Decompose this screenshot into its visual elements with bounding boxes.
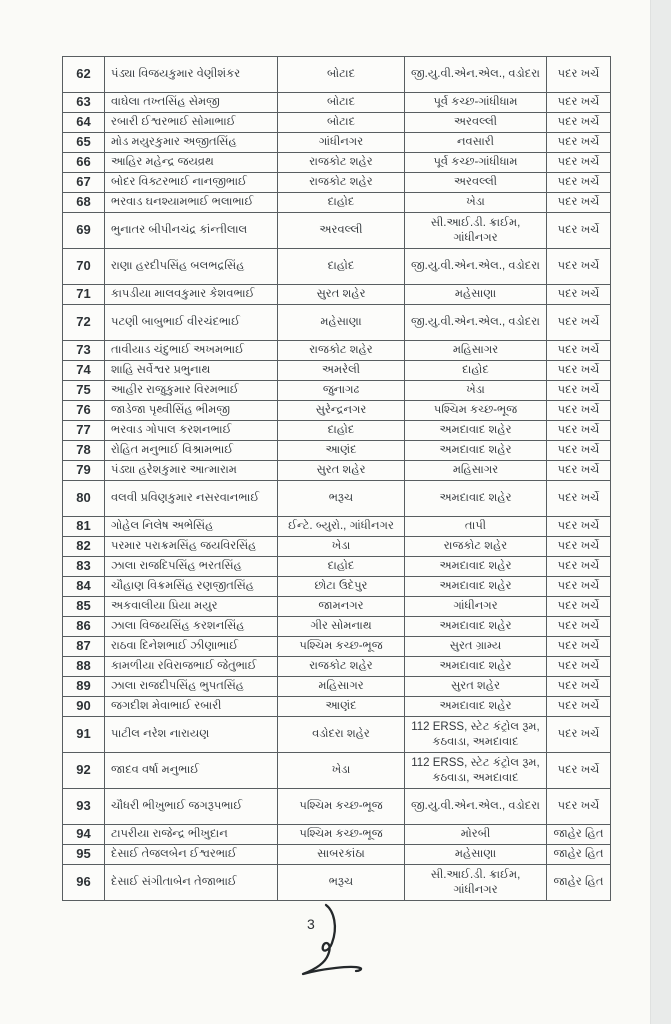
serial-number-cell: 77 xyxy=(63,421,105,441)
remark-cell: પદર ખર્ચે xyxy=(547,173,611,193)
table-row xyxy=(63,361,611,381)
to-posting-cell: તાપી xyxy=(405,517,547,537)
from-posting-cell: રાજકોટ શહેર xyxy=(278,173,405,193)
to-posting-cell: સુરત ગ્રામ્ય xyxy=(405,637,547,657)
table-row xyxy=(63,173,611,193)
remark-cell: જાહેર હિત xyxy=(547,825,611,845)
officer-name-cell: વલવી પ્રવિણકુમાર નસરવાનભાઈ xyxy=(105,481,278,517)
from-posting-cell: સુરત શહેર xyxy=(278,461,405,481)
serial-number-cell: 69 xyxy=(63,213,105,249)
remark-cell: પદર ખર્ચે xyxy=(547,213,611,249)
table-row xyxy=(63,577,611,597)
officer-name-cell: આહીર રાજુકુમાર વિરમભાઈ xyxy=(105,381,278,401)
officer-name-cell: વાઘેલા તખ્તસિંહ સેમજી xyxy=(105,93,278,113)
officer-name-cell: ટાપરીયા રાજેન્દ્ર ભીખુદાન xyxy=(105,825,278,845)
to-posting-cell: મોરબી xyxy=(405,825,547,845)
from-posting-cell: ખેડા xyxy=(278,537,405,557)
table-row xyxy=(63,153,611,173)
table-row xyxy=(63,305,611,341)
remark-cell: પદર ખર્ચે xyxy=(547,557,611,577)
table-row xyxy=(63,557,611,577)
officer-name-cell: બોદર વિક્ટરભાઈ નાનજીભાઈ xyxy=(105,173,278,193)
table-row xyxy=(63,113,611,133)
remark-cell: પદર ખર્ચે xyxy=(547,517,611,537)
from-posting-cell: જામનગર xyxy=(278,597,405,617)
transfer-table-body xyxy=(63,57,611,901)
remark-cell: પદર ખર્ચે xyxy=(547,249,611,285)
officer-name-cell: કામળીયા રવિરાજભાઈ જેતુભાઈ xyxy=(105,657,278,677)
to-posting-cell: અમદાવાદ શહેર xyxy=(405,617,547,637)
officer-name-cell: દેસાઈ તેજલબેન ઈશ્વરભાઈ xyxy=(105,845,278,865)
from-posting-cell: અરવલ્લી xyxy=(278,213,405,249)
remark-cell: પદર ખર્ચે xyxy=(547,93,611,113)
officer-name-cell: રાણા હરદીપસિંહ બલભદ્રસિંહ xyxy=(105,249,278,285)
from-posting-cell: ઈન્ટે. બ્યુરો., ગાંધીનગર xyxy=(278,517,405,537)
serial-number-cell: 63 xyxy=(63,93,105,113)
table-row xyxy=(63,657,611,677)
remark-cell: પદર ખર્ચે xyxy=(547,57,611,93)
to-posting-cell: પૂર્વ કચ્છ-ગાંધીધામ xyxy=(405,153,547,173)
serial-number-cell: 89 xyxy=(63,677,105,697)
from-posting-cell: મહિસાગર xyxy=(278,677,405,697)
table-row xyxy=(63,617,611,637)
serial-number-cell: 72 xyxy=(63,305,105,341)
from-posting-cell: આણંદ xyxy=(278,697,405,717)
officer-name-cell: તાવીયાડ ચંદુભાઈ અખમભાઈ xyxy=(105,341,278,361)
to-posting-cell: ખેડા xyxy=(405,193,547,213)
from-posting-cell: અમરેલી xyxy=(278,361,405,381)
from-posting-cell: સાબરકાંઠા xyxy=(278,845,405,865)
table-row xyxy=(63,717,611,753)
from-posting-cell: પશ્ચિમ કચ્છ-ભૂજ xyxy=(278,637,405,657)
remark-cell: પદર ખર્ચે xyxy=(547,481,611,517)
from-posting-cell: પશ્ચિમ કચ્છ-ભૂજ xyxy=(278,789,405,825)
scan-edge-shadow xyxy=(650,0,671,1024)
to-posting-cell: 112 ERSS, સ્ટેટ કંટ્રોલ રૂમ, કઠવાડા, અમદાવાદ xyxy=(405,717,547,753)
from-posting-cell: ગાંધીનગર xyxy=(278,133,405,153)
officer-name-cell: રબારી ઈશ્વરભાઈ સોમાભાઈ xyxy=(105,113,278,133)
to-posting-cell: અમદાવાદ શહેર xyxy=(405,557,547,577)
table-row xyxy=(63,381,611,401)
to-posting-cell: સુરત શહેર xyxy=(405,677,547,697)
to-posting-cell: મહિસાગર xyxy=(405,341,547,361)
serial-number-cell: 84 xyxy=(63,577,105,597)
officer-name-cell: આહિર મહેન્દ્ર જયવ્રથ xyxy=(105,153,278,173)
remark-cell: પદર ખર્ચે xyxy=(547,381,611,401)
table-row xyxy=(63,461,611,481)
table-row xyxy=(63,193,611,213)
from-posting-cell: છોટા ઉદેપુર xyxy=(278,577,405,597)
table-row xyxy=(63,597,611,617)
remark-cell: પદર ખર્ચે xyxy=(547,677,611,697)
officer-name-cell: રાઠવા દિનેશભાઈ ઝીણાભાઈ xyxy=(105,637,278,657)
table-row xyxy=(63,421,611,441)
from-posting-cell: ભરૂચ xyxy=(278,481,405,517)
remark-cell: પદર ખર્ચે xyxy=(547,401,611,421)
officer-name-cell: ઝાલા રાજદિપસિંહ ભરતસિંહ xyxy=(105,557,278,577)
to-posting-cell: અમદાવાદ શહેર xyxy=(405,577,547,597)
table-row xyxy=(63,93,611,113)
from-posting-cell: સુરત શહેર xyxy=(278,285,405,305)
remark-cell: પદર ખર્ચે xyxy=(547,753,611,789)
to-posting-cell: અરવલ્લી xyxy=(405,173,547,193)
table-row xyxy=(63,481,611,517)
to-posting-cell: પશ્ચિમ કચ્છ-ભૂજ xyxy=(405,401,547,421)
officer-name-cell: પંડ્યા વિજયકુમાર વેણીશંકર xyxy=(105,57,278,93)
remark-cell: પદર ખર્ચે xyxy=(547,537,611,557)
to-posting-cell: દાહોદ xyxy=(405,361,547,381)
table-row xyxy=(63,697,611,717)
table-row xyxy=(63,441,611,461)
table-row xyxy=(63,133,611,153)
serial-number-cell: 71 xyxy=(63,285,105,305)
serial-number-cell: 96 xyxy=(63,865,105,901)
page-number: 3 xyxy=(307,916,315,932)
remark-cell: પદર ખર્ચે xyxy=(547,285,611,305)
to-posting-cell: 112 ERSS, સ્ટેટ કંટ્રોલ રૂમ, કઠવાડા, અમદાવાદ xyxy=(405,753,547,789)
table-row xyxy=(63,789,611,825)
serial-number-cell: 86 xyxy=(63,617,105,637)
remark-cell: પદર ખર્ચે xyxy=(547,697,611,717)
serial-number-cell: 82 xyxy=(63,537,105,557)
officer-name-cell: ચૌધરી ભીખુભાઈ જગરૂપભાઈ xyxy=(105,789,278,825)
officer-name-cell: ઝાલા રાજદીપસિંહ ભુપતસિંહ xyxy=(105,677,278,697)
officer-name-cell: જાદવ વર્ષા મનુભાઈ xyxy=(105,753,278,789)
serial-number-cell: 92 xyxy=(63,753,105,789)
serial-number-cell: 66 xyxy=(63,153,105,173)
serial-number-cell: 76 xyxy=(63,401,105,421)
serial-number-cell: 93 xyxy=(63,789,105,825)
officer-name-cell: ભુનાતર બીપીનચંદ્ર કાંન્તીલાલ xyxy=(105,213,278,249)
serial-number-cell: 74 xyxy=(63,361,105,381)
to-posting-cell: રાજકોટ શહેર xyxy=(405,537,547,557)
table-row xyxy=(63,213,611,249)
remark-cell: પદર ખર્ચે xyxy=(547,305,611,341)
table-row xyxy=(63,249,611,285)
to-posting-cell: મહિસાગર xyxy=(405,461,547,481)
officer-name-cell: કાપડીયા માલવકુમાર કેશવભાઈ xyxy=(105,285,278,305)
table-row xyxy=(63,865,611,901)
serial-number-cell: 81 xyxy=(63,517,105,537)
serial-number-cell: 70 xyxy=(63,249,105,285)
from-posting-cell: આણંદ xyxy=(278,441,405,461)
from-posting-cell: પશ્ચિમ કચ્છ-ભૂજ xyxy=(278,825,405,845)
serial-number-cell: 73 xyxy=(63,341,105,361)
to-posting-cell: અમદાવાદ શહેર xyxy=(405,441,547,461)
table-row xyxy=(63,341,611,361)
officer-name-cell: પરમાર પરાક્રમસિંહ જયવિરસિંહ xyxy=(105,537,278,557)
officer-name-cell: પટણી બાબુભાઈ વીરચંદભાઈ xyxy=(105,305,278,341)
remark-cell: પદર ખર્ચે xyxy=(547,461,611,481)
to-posting-cell: નવસારી xyxy=(405,133,547,153)
from-posting-cell: બોટાદ xyxy=(278,93,405,113)
to-posting-cell: સી.આઈ.ડી. ક્રાઈમ, ગાંધીનગર xyxy=(405,865,547,901)
to-posting-cell: જી.યુ.વી.એન.એલ., વડોદરા xyxy=(405,57,547,93)
to-posting-cell: અમદાવાદ શહેર xyxy=(405,657,547,677)
to-posting-cell: સી.આઈ.ડી. ક્રાઈમ, ગાંધીનગર xyxy=(405,213,547,249)
to-posting-cell: ગાંધીનગર xyxy=(405,597,547,617)
from-posting-cell: દાહોદ xyxy=(278,193,405,213)
table-row xyxy=(63,753,611,789)
from-posting-cell: જુનાગઢ xyxy=(278,381,405,401)
officer-name-cell: પાટીલ નરેશ નારાયણ xyxy=(105,717,278,753)
serial-number-cell: 95 xyxy=(63,845,105,865)
remark-cell: પદર ખર્ચે xyxy=(547,597,611,617)
serial-number-cell: 62 xyxy=(63,57,105,93)
remark-cell: પદર ખર્ચે xyxy=(547,637,611,657)
to-posting-cell: અમદાવાદ શહેર xyxy=(405,421,547,441)
from-posting-cell: ગીર સોમનાથ xyxy=(278,617,405,637)
from-posting-cell: રાજકોટ શહેર xyxy=(278,657,405,677)
from-posting-cell: મહેસાણા xyxy=(278,305,405,341)
serial-number-cell: 64 xyxy=(63,113,105,133)
table-row xyxy=(63,677,611,697)
officer-name-cell: મોડ મયુરકુમાર અજીતસિંહ xyxy=(105,133,278,153)
officer-name-cell: દેસાઈ સંગીતાબેન તેજાભાઈ xyxy=(105,865,278,901)
officer-name-cell: ભરવાડ ગોપાલ કરશનભાઈ xyxy=(105,421,278,441)
remark-cell: પદર ખર્ચે xyxy=(547,441,611,461)
remark-cell: પદર ખર્ચે xyxy=(547,577,611,597)
table-row xyxy=(63,825,611,845)
serial-number-cell: 88 xyxy=(63,657,105,677)
serial-number-cell: 65 xyxy=(63,133,105,153)
officer-name-cell: ભરવાડ ઘનશ્યામભાઈ ભલાભાઈ xyxy=(105,193,278,213)
from-posting-cell: રાજકોટ શહેર xyxy=(278,153,405,173)
to-posting-cell: અમદાવાદ શહેર xyxy=(405,481,547,517)
to-posting-cell: જી.યુ.વી.એન.એલ., વડોદરા xyxy=(405,789,547,825)
serial-number-cell: 91 xyxy=(63,717,105,753)
serial-number-cell: 85 xyxy=(63,597,105,617)
from-posting-cell: ખેડા xyxy=(278,753,405,789)
officer-name-cell: રોહિત મનુભાઈ વિશ્રામભાઈ xyxy=(105,441,278,461)
remark-cell: જાહેર હિત xyxy=(547,845,611,865)
to-posting-cell: અરવલ્લી xyxy=(405,113,547,133)
serial-number-cell: 67 xyxy=(63,173,105,193)
from-posting-cell: દાહોદ xyxy=(278,421,405,441)
to-posting-cell: મહેસાણા xyxy=(405,845,547,865)
table-row xyxy=(63,637,611,657)
from-posting-cell: ભરૂચ xyxy=(278,865,405,901)
remark-cell: પદર ખર્ચે xyxy=(547,421,611,441)
officer-name-cell: જગદીશ મેવાભાઈ રબારી xyxy=(105,697,278,717)
remark-cell: પદર ખર્ચે xyxy=(547,153,611,173)
from-posting-cell: રાજકોટ શહેર xyxy=(278,341,405,361)
table-row xyxy=(63,57,611,93)
table-row xyxy=(63,517,611,537)
remark-cell: પદર ખર્ચે xyxy=(547,193,611,213)
table-row xyxy=(63,285,611,305)
officer-name-cell: ચૌહાણ વિક્રમસિંહ રણજીતસિંહ xyxy=(105,577,278,597)
remark-cell: જાહેર હિત xyxy=(547,865,611,901)
table-row xyxy=(63,401,611,421)
handwritten-signature-icon xyxy=(296,903,366,988)
officer-name-cell: પંડ્યા હરેશકુમાર આત્મારામ xyxy=(105,461,278,481)
serial-number-cell: 78 xyxy=(63,441,105,461)
remark-cell: પદર ખર્ચે xyxy=(547,341,611,361)
remark-cell: પદર ખર્ચે xyxy=(547,789,611,825)
from-posting-cell: બોટાદ xyxy=(278,113,405,133)
officer-name-cell: શાહિ સર્વેશ્વર પ્રભુનાથ xyxy=(105,361,278,381)
serial-number-cell: 68 xyxy=(63,193,105,213)
from-posting-cell: વડોદરા શહેર xyxy=(278,717,405,753)
transfer-list-table xyxy=(62,56,611,901)
serial-number-cell: 90 xyxy=(63,697,105,717)
remark-cell: પદર ખર્ચે xyxy=(547,717,611,753)
remark-cell: પદર ખર્ચે xyxy=(547,657,611,677)
serial-number-cell: 94 xyxy=(63,825,105,845)
remark-cell: પદર ખર્ચે xyxy=(547,617,611,637)
from-posting-cell: દાહોદ xyxy=(278,557,405,577)
serial-number-cell: 87 xyxy=(63,637,105,657)
from-posting-cell: દાહોદ xyxy=(278,249,405,285)
to-posting-cell: જી.યુ.વી.એન.એલ., વડોદરા xyxy=(405,305,547,341)
from-posting-cell: સુરેન્દ્રનગર xyxy=(278,401,405,421)
serial-number-cell: 79 xyxy=(63,461,105,481)
serial-number-cell: 80 xyxy=(63,481,105,517)
remark-cell: પદર ખર્ચે xyxy=(547,113,611,133)
to-posting-cell: અમદાવાદ શહેર xyxy=(405,697,547,717)
remark-cell: પદર ખર્ચે xyxy=(547,361,611,381)
table-row xyxy=(63,537,611,557)
officer-name-cell: ગોહેલ નિલેષ અભેસિંહ xyxy=(105,517,278,537)
table-row xyxy=(63,845,611,865)
to-posting-cell: મહેસાણા xyxy=(405,285,547,305)
officer-name-cell: જાડેજા પૃથ્વીસિંહ ભીમજી xyxy=(105,401,278,421)
to-posting-cell: જી.યુ.વી.એન.એલ., વડોદરા xyxy=(405,249,547,285)
officer-name-cell: ઝાલા વિજયસિંહ કરશનસિંહ xyxy=(105,617,278,637)
officer-name-cell: અકવાલીયા પ્રિયા મયુર xyxy=(105,597,278,617)
serial-number-cell: 83 xyxy=(63,557,105,577)
from-posting-cell: બોટાદ xyxy=(278,57,405,93)
remark-cell: પદર ખર્ચે xyxy=(547,133,611,153)
to-posting-cell: પૂર્વ કચ્છ-ગાંધીધામ xyxy=(405,93,547,113)
to-posting-cell: ખેડા xyxy=(405,381,547,401)
serial-number-cell: 75 xyxy=(63,381,105,401)
